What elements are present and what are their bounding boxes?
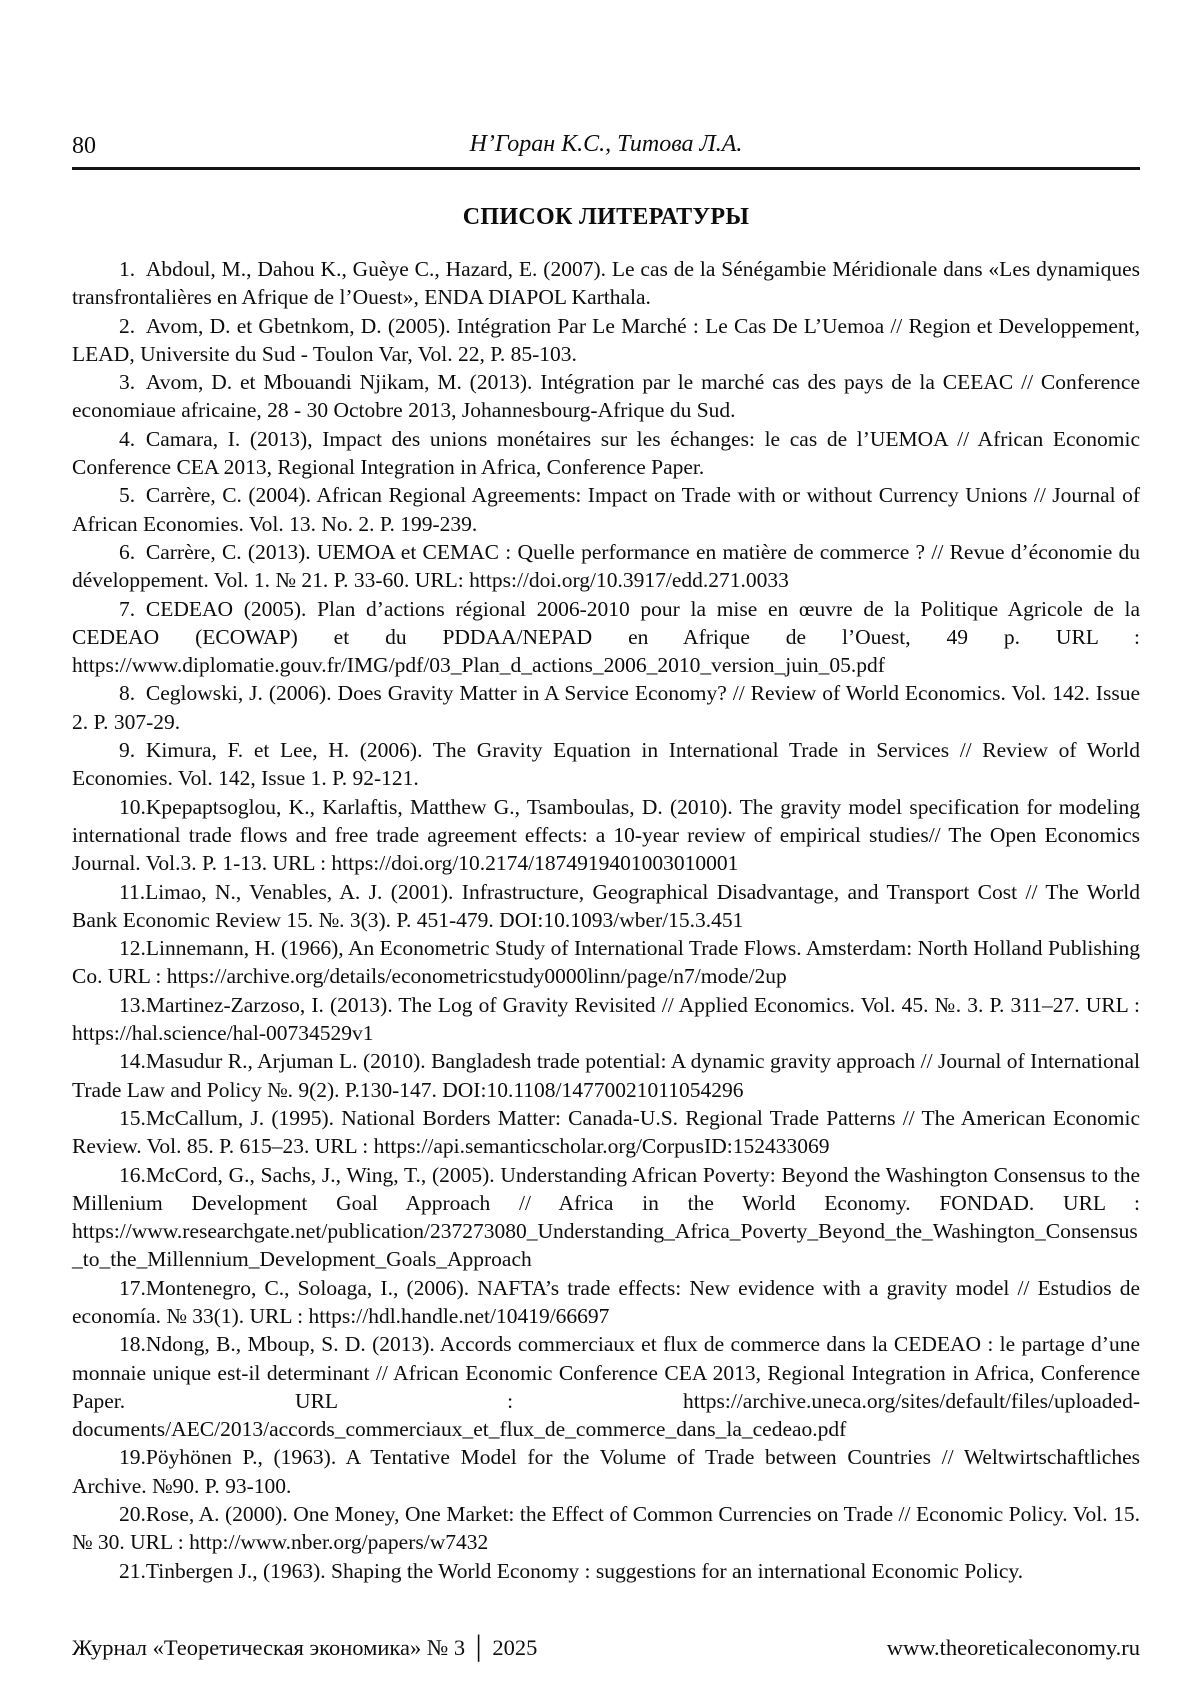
references-list: [72, 255, 1140, 1585]
reference-item: 4. Camara, I. (2013), Impact des unions monétaires sur les échanges: le cas de l’UEMOA // African Economic Conference CEA 2013, Regional Integration in Africa, Conference Paper.: [72, 426, 1140, 480]
reference-item: 10.Kpepaptsoglou, K., Karlaftis, Matthew G., Tsamboulas, D. (2010). The gravity model specification for modeling international trade flows and free trade agreement effects: a 10-year review of empirical studies// The Open Economics Journal. Vol.3. P. 1-13. URL : https://doi.org/10.2174/1874919401003010001: [72, 794, 1140, 876]
journal-website: www.theoreticaleconomy.ru: [886, 1635, 1140, 1660]
page-content: [72, 0, 1140, 1585]
reference-item: 1. Abdoul, M., Dahou K., Guèye C., Hazard, E. (2007). Le cas de la Sénégambie Méridionale dans «Les dynamiques transfrontalières en Afrique de l’Ouest», ENDA DIAPOL Karthala.: [72, 257, 1140, 310]
reference-item: 3. Avom, D. et Mbouandi Njikam, M. (2013). Intégration par le marché cas des pays de la CEEAC // Conference economiaue africaine, 28 - 30 Octobre 2013, Johannesbourg-Afrique du Sud.: [72, 370, 1140, 423]
page-number: 80: [72, 133, 96, 159]
journal-issue-label: Журнал «Теоретическая экономика» № 3 │ 2025: [72, 1635, 538, 1660]
reference-item: 12.Linnemann, H. (1966), An Econometric Study of International Trade Flows. Amsterdam: North Holland Publishing Co. URL : https://archive.org/details/econometricstudy0000linn/page/n7/mode/2up: [72, 936, 1140, 989]
page-header: [72, 0, 1140, 160]
reference-item: 18.Ndong, B., Mboup, S. D. (2013). Accords commerciaux et flux de commerce dans la CEDEAO : le partage d’une monnaie unique est-il determinant // African Economic Conference CEA 2013, Regional Integration in Africa, Conference Paper. URL : https://archive.uneca.org/sites/default/files/uploaded-documents/AEC/2013/accords_commerciaux_et_flux_de_commerce_dans_la_cedeao.pdf: [72, 1332, 1140, 1442]
reference-item: 2. Avom, D. et Gbetnkom, D. (2005). Intégration Par Le Marché : Le Cas De L’Uemoa // Region et Developpement, LEAD, Universite du Sud - Toulon Var, Vol. 22, P. 85-103.: [72, 313, 1140, 366]
reference-item: 21.Tinbergen J., (1963). Shaping the World Economy : suggestions for an international Economic Policy.: [119, 1558, 1024, 1583]
reference-item: 8. Ceglowski, J. (2006). Does Gravity Matter in A Service Economy? // Review of World Economics. Vol. 142. Issue 2. P. 307-29.: [72, 681, 1140, 734]
reference-item: 11.Limao, N., Venables, A. J. (2001). Infrastructure, Geographical Disadvantage, and Transport Cost // The World Bank Economic Review 15. №. 3(3). P. 451-479. DOI:10.1093/wber/15.3.451: [72, 879, 1140, 932]
reference-item: 15.McCallum, J. (1995). National Borders Matter: Canada-U.S. Regional Trade Patterns // The American Economic Review. Vol. 85. P. 615–23. URL : https://api.semanticscholar.org/CorpusID:152433069: [72, 1105, 1140, 1159]
reference-item: 5. Carrère, C. (2004). African Regional Agreements: Impact on Trade with or without Currency Unions // Journal of African Economies. Vol. 13. No. 2. P. 199-239.: [72, 483, 1140, 536]
header-rule: [72, 167, 1140, 170]
reference-item: 7. CEDEAO (2005). Plan d’actions régional 2006-2010 pour la mise en œuvre de la Politique Agricole de la CEDEAO (ECOWAP) et du PDDAA/NEPAD en Afrique de l’Ouest, 49 p. URL : https://www.diplomatie.gouv.fr/IMG/pdf/03_Plan_d_actions_2006_2010_version_juin_05.pdf: [72, 596, 1140, 678]
reference-item: 13.Martinez-Zarzoso, I. (2013). The Log of Gravity Revisited // Applied Economics. Vol. 45. №. 3. P. 311–27. URL : https://hal.science/hal-00734529v1: [72, 992, 1140, 1046]
reference-item: 9. Kimura, F. et Lee, H. (2006). The Gravity Equation in International Trade in Services // Review of World Economies. Vol. 142, Issue 1. P. 92-121.: [72, 738, 1140, 791]
reference-item: 20.Rose, A. (2000). One Money, One Market: the Effect of Common Currencies on Trade // Economic Policy. Vol. 15. № 30. URL : http://www.nber.org/papers/w7432: [72, 1502, 1140, 1555]
reference-item: 14.Masudur R., Arjuman L. (2010). Bangladesh trade potential: A dynamic gravity approach // Journal of International Trade Law and Policy №. 9(2). P.130-147. DOI:10.1108/14770021011054296: [72, 1049, 1140, 1102]
page-footer: [72, 1635, 1140, 1661]
reference-item: 16.McCord, G., Sachs, J., Wing, T., (2005). Understanding African Poverty: Beyond the Washington Consensus to the Millenium Development Goal Approach // Africa in the World Economy. FONDAD. URL : https://www.researchgate.net/publication/237273080_Understanding_Africa_Poverty_Beyond_the_Washington_Consensus_to_the_Millennium_Development_Goals_Approach: [72, 1162, 1140, 1272]
reference-item: 6. Carrère, C. (2013). UEMOA et CEMAC : Quelle performance en matière de commerce ? // Revue d’économie du développement. Vol. 1. № 21. P. 33-60. URL: https://doi.org/10.3917/edd.271.0033: [72, 539, 1140, 593]
reference-item: 19.Pöyhönen P., (1963). A Tentative Model for the Volume of Trade between Countries // Weltwirtschaftliches Archive. №90. P. 93-100.: [72, 1445, 1140, 1498]
reference-item: 17.Montenegro, C., Soloaga, I., (2006). NAFTA’s trade effects: New evidence with a gravity model // Estudios de economía. № 33(1). URL : https://hdl.handle.net/10419/66697: [72, 1275, 1140, 1328]
section-title: СПИСОК ЛИТЕРАТУРЫ: [462, 204, 750, 230]
running-head-authors: Н’Горан К.С., Титова Л.А.: [469, 131, 743, 157]
